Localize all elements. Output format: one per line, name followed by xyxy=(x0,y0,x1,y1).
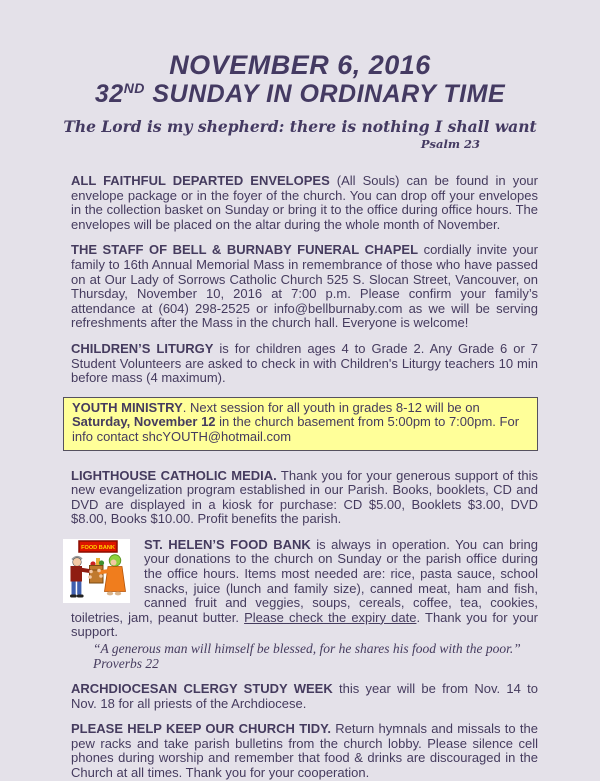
youth-ministry-lead: YOUTH MINISTRY xyxy=(72,399,183,415)
food-bank-section xyxy=(71,538,538,640)
scripture-verse-reference: Psalm 23 xyxy=(420,137,480,151)
paragraph-funeral-chapel-text: cordially invite your family to 16th Annual Memorial Mass in remembrance of those who have passed on at Our Lady of Sorrows Catholic Church 525 S. Slocan Street, Vancouver, on Thursday, November 10, 2016 at 7:00 p.m. Please confirm your family’s attendance at (604) 298-2525 or info@bellburnaby.com as we will be serving refreshments after the Mass in the church hall. Everyone is welcome! xyxy=(71,242,538,331)
food-bank-clipart xyxy=(63,539,130,603)
paragraph-lighthouse-media-lead: LIGHTHOUSE CATHOLIC MEDIA. xyxy=(71,467,277,483)
paragraph-clergy-study-week-text: this year will be from Nov. 14 to Nov. 18 for all priests of the Archdiocese. xyxy=(71,681,538,711)
paragraph-childrens-liturgy-text: is for children ages 4 to Grade 2. Any Grade 6 or 7 Student Volunteers are asked to check in with Children's Liturgy teachers 10 min before mass (4 maximum). xyxy=(71,340,538,386)
paragraph-food-bank-text-2: . Thank you for your support. xyxy=(71,609,538,640)
announcements-body xyxy=(71,174,538,781)
paragraph-food-bank-underlined: Please check the expiry date xyxy=(244,609,417,625)
sunday-ordinal-suffix: ND xyxy=(123,80,145,96)
youth-ministry-text-1: . Next session for all youth in grades 8-12 will be on xyxy=(182,399,480,415)
bulletin-masthead xyxy=(0,0,600,151)
paragraph-food-bank-lead: ST. HELEN’S FOOD BANK xyxy=(144,536,311,552)
paragraph-envelopes-lead: ALL FAITHFUL DEPARTED ENVELOPES xyxy=(71,173,330,188)
youth-ministry-date: Saturday, November 12 xyxy=(72,414,216,430)
bulletin-date-title: NOVEMBER 6, 2016 xyxy=(169,50,431,80)
paragraph-food-bank xyxy=(71,538,538,640)
paragraph-lighthouse-media xyxy=(71,469,538,527)
paragraph-clergy-study-week xyxy=(71,682,538,711)
paragraph-childrens-liturgy xyxy=(71,342,538,386)
paragraph-clergy-study-week-lead: ARCHDIOCESAN CLERGY STUDY WEEK xyxy=(71,681,333,697)
paragraph-envelopes xyxy=(71,174,538,232)
paragraph-funeral-chapel-lead: THE STAFF OF BELL & BURNABY FUNERAL CHAPEL xyxy=(71,242,419,258)
paragraph-food-bank-text-1: is always in operation. You can bring your donations to the church on Sunday or the parish office during the office hours. Items most needed are: rice, pasta sauce, school snacks, juice (lunch and family size), canned meat, ham and fish, canned fruit and veggies, soups, cereals, coffee, tea, cookies, toiletries, jam, peanut butter. xyxy=(71,536,538,625)
paragraph-childrens-liturgy-lead: CHILDREN’S LITURGY xyxy=(71,340,214,356)
sunday-title-rest: SUNDAY IN ORDINARY TIME xyxy=(144,80,506,108)
paragraph-lighthouse-media-text: Thank you for your generous support of this new evangelization program established in our Parish. Books, booklets, CD and DVD are displayed in a kiosk for purchase: CD $5.00, Booklets $3.00, DVD $8.00, Books $10.00. Profit benefits the parish. xyxy=(71,467,539,527)
sunday-title xyxy=(0,80,600,109)
paragraph-church-tidy-text: Return hymnals and missals to the pew racks and take parish bulletins from the church lobby. Please silence cell phones during worship and remember that food & drinks are discouraged in the Church at all times. Thank you for your cooperation. xyxy=(71,721,538,780)
youth-ministry-highlight-box xyxy=(63,397,538,451)
paragraph-church-tidy-lead: PLEASE HELP KEEP OUR CHURCH TIDY. xyxy=(71,721,331,737)
paragraph-funeral-chapel xyxy=(71,243,538,331)
food-bank-sign-label: FOOD BANK xyxy=(81,544,115,551)
scripture-verse: The Lord is my shepherd: there is nothing I shall want xyxy=(63,117,537,136)
paragraph-envelopes-text: (All Souls) can be found in your envelope package or in the foyer of the church. You can drop off your envelopes in the collection basket on Sunday or bring it to the office during office hours. The envelopes will be placed on the altar during the whole month of November. xyxy=(71,173,538,232)
food-bank-scripture-quote: “A generous man will himself be blessed, for he shares his food with the poor.” Proverbs 22 xyxy=(93,641,521,672)
paragraph-church-tidy xyxy=(71,722,538,780)
youth-ministry-text-2: in the church basement from 5:00pm to 7:00pm. For info contact shcYOUTH@hotmail.com xyxy=(72,414,520,444)
sunday-number: 32 xyxy=(94,80,124,108)
